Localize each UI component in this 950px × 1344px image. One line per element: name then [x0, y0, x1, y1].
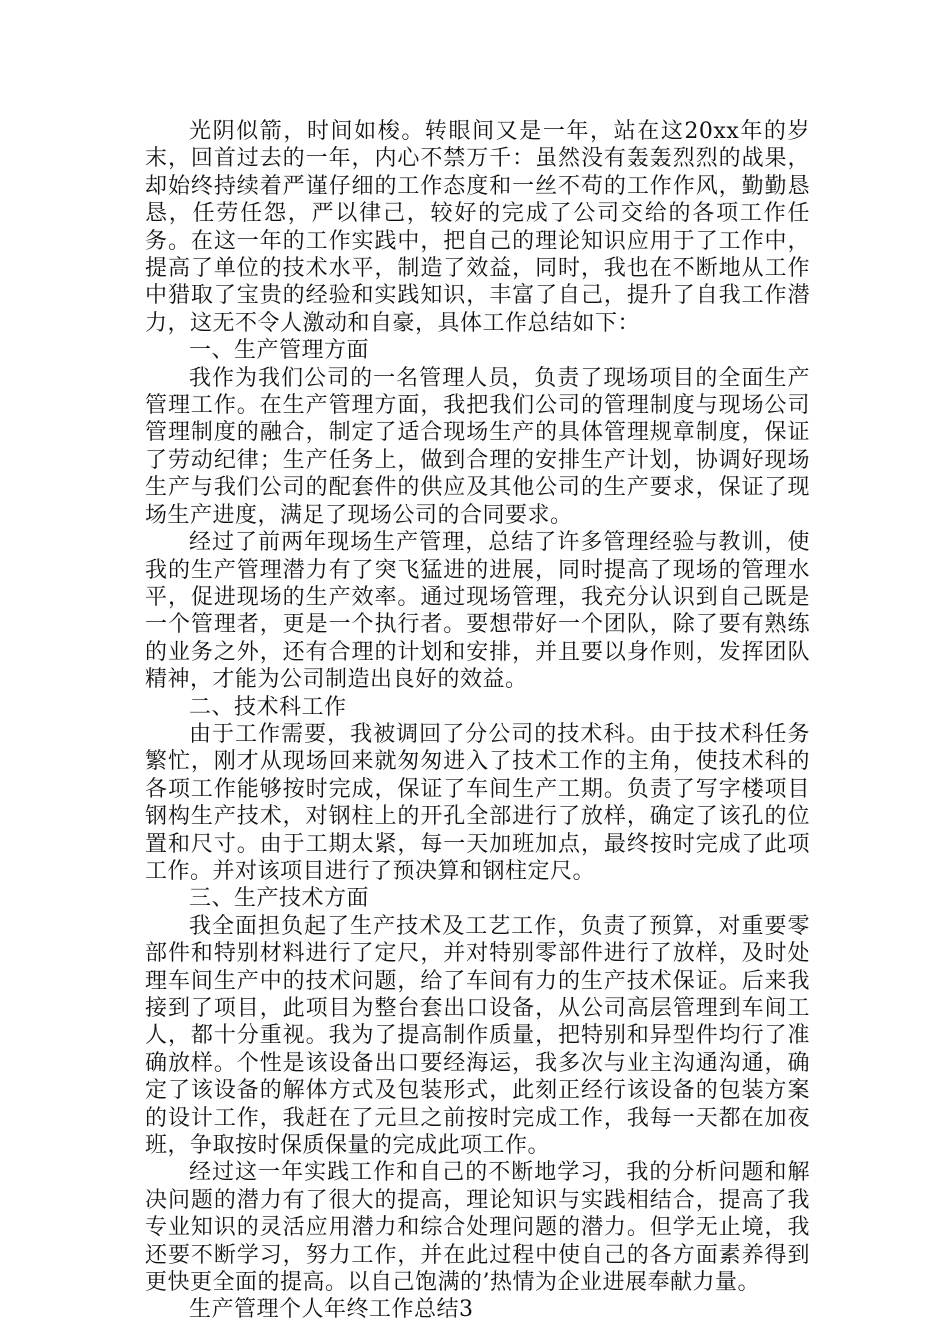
section-heading-production-technology: 三、生产技术方面	[189, 886, 370, 912]
document-body	[145, 118, 810, 1324]
intro-paragraph: 光阴似箭，时间如梭。转眼间又是一年，站在这20xx年的岁末，回首过去的一年，内心不禁万千：虽然没有轰轰烈烈的战果，却始终持续着严谨仔细的工作态度和一丝不苟的工作作风，勤勤恳恳，任劳任怨，严以律己，较好的完成了公司交给的各项工作任务。在这一年的工作实践中，把自己的理论知识应用于了工作中，提高了单位的技术水平，制造了效益，同时，我也在不断地从工作中猎取了宝贵的经验和实践知识，丰富了自己，提升了自我工作潜力，这无不令人激动和自豪，具体工作总结如下：	[145, 119, 810, 336]
production-management-paragraph-2: 经过了前两年现场生产管理，总结了许多管理经验与教训，使我的生产管理潜力有了突飞猛进的进展，同时提高了现场的管理水平，促进现场的生产效率。通过现场管理，我充分认识到自己既是一个管理者，更是一个执行者。要想带好一个团队，除了要有熟练的业务之外，还有合理的计划和安排，并且要以身作则，发挥团队精神，才能为公司制造出良好的效益。	[145, 530, 810, 693]
conclusion-paragraph: 经过这一年实践工作和自己的不断地学习，我的分析问题和解决问题的潜力有了很大的提高，理论知识与实践相结合，提高了我专业知识的灵活应用潜力和综合处理问题的潜力。但学无止境，我还要不断学习，努力工作，并在此过程中使自己的各方面素养得到更快更全面的提高。以自己饱满的’热情为企业进展奉献力量。	[145, 1160, 810, 1296]
technical-department-paragraph: 由于工作需要，我被调回了分公司的技术科。由于技术科任务繁忙，刚才从现场回来就匆匆进入了技术工作的主角，使技术科的各项工作能够按时完成，保证了车间生产工期。负责了写字楼项目钢构生产技术，对钢柱上的开孔全部进行了放样，确定了该孔的位置和尺寸。由于工期太紧，每一天加班加点，最终按时完成了此项工作。并对该项目进行了预决算和钢柱定尺。	[145, 721, 810, 884]
production-management-paragraph-1: 我作为我们公司的一名管理人员，负责了现场项目的全面生产管理工作。在生产管理方面，我把我们公司的管理制度与现场公司管理制度的融合，制定了适合现场生产的具体管理规章制度，保证了劳动纪律；生产任务上，做到合理的安排生产计划，协调好现场生产与我们公司的配套件的供应及其他公司的生产要求，保证了现场生产进度，满足了现场公司的合同要求。	[145, 365, 810, 528]
next-section-title: 生产管理个人年终工作总结3	[189, 1297, 474, 1323]
section-heading-technical-department: 二、技术科工作	[189, 694, 347, 720]
production-technology-paragraph: 我全面担负起了生产技术及工艺工作，负责了预算，对重要零部件和特别材料进行了定尺，并对特别零部件进行了放样，及时处理车间生产中的技术问题，给了车间有力的生产技术保证。后来我接到了项目，此项目为整台套出口设备，从公司高层管理到车间工人，都十分重视。我为了提高制作质量，把特别和异型件均行了准确放样。个性是该设备出口要经海运，我多次与业主沟通沟通，确定了该设备的解体方式及包装形式，此刻正经行该设备的包装方案的设计工作，我赶在了元旦之前按时完成工作，我每一天都在加夜班，争取按时保质保量的完成此项工作。	[145, 913, 810, 1159]
section-heading-production-management: 一、生产管理方面	[189, 338, 370, 364]
